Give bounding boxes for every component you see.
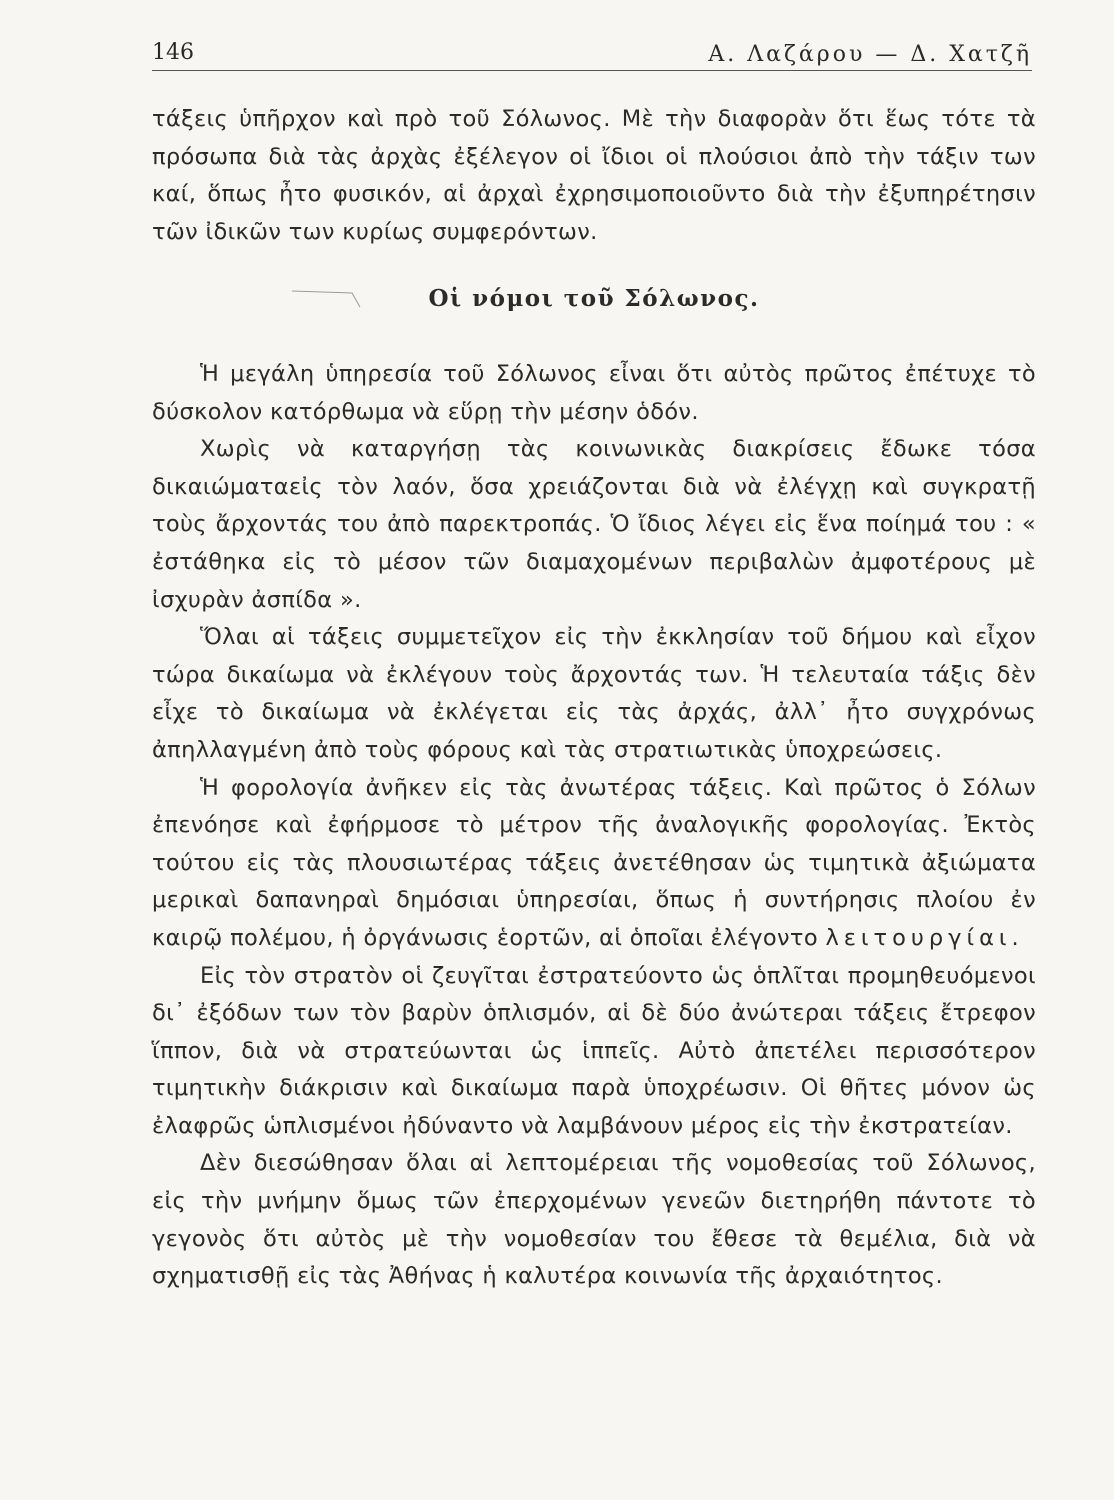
intro-text [152,101,1036,251]
body-paragraph: Εἰς τὸν στρατὸν οἱ ζευγῖται ἐστρατεύοντο ὡς ὁπλῖται προμηθευόμενοι δι᾽ ἐξόδων των τὸν βαρὺν ὁπλισμόν, αἱ δὲ δύο ἀνώτεραι τάξεις ἔτρεφον ἵππον, διὰ νὰ στρατεύωνται ὡς ἱππεῖς. Αὐτὸ ἀπετέλει περισσότερον τιμητικὴν διάκρισιν καὶ δικαίωμα παρὰ ὑποχρέωσιν. Οἱ θῆτες μόνον ὡς ἐλαφρῶς ὡπλισμένοι ἠδύναντο νὰ λαμβάνουν μέρος εἰς τὴν ἐκστρατείαν. [152,962,1036,1139]
section-body [152,356,1036,1296]
tax-paragraph-text: Ἡ φορολογία ἀνῆκεν εἰς τὰς ἀνωτέρας τάξεις. Καὶ πρῶτος ὁ Σόλων ἐπενόησε καὶ ἐφήρμοσε τὸ μέτρον τῆς ἀναλογικῆς φορολογίας. Ἐκτὸς τούτου εἰς τὰς πλουσιωτέρας τάξεις ἀνετέθησαν ὡς τιμητικὰ ἀξιώματα μερικαὶ δαπανηραὶ δημόσιαι ὑπηρεσίαι, ὅπως ἡ συντήρησις πλοίου ἐν καιρῷ πολέμου, ἡ ὀργάνωσις ἑορτῶν, αἱ ὁποῖαι ἐλέγοντο [152,774,1036,951]
body-paragraph: Χωρὶς νὰ καταργήσῃ τὰς κοινωνικὰς διακρίσεις ἔδωκε τόσα δικαιώματαεἰς τὸν λαόν, ὅσα χρειάζονται διὰ νὰ ἐλέγχῃ καὶ συγκρατῇ τοὺς ἄρχοντάς του ἀπὸ παρεκτροπάς. Ὁ ἴδιος λέγει εἰς ἕνα ποίημά του : « ἐστάθηκα εἰς τὸ μέσον τῶν διαμαχομένων περιβαλὼν ἀμφοτέρους μὲ ἰσχυρὰν ἀσπίδα ». [152,436,1036,613]
body-paragraph: Ὅλαι αἱ τάξεις συμμετεῖχον εἰς τὴν ἐκκλησίαν τοῦ δήμου καὶ εἶχον τώρα δικαίωμα νὰ ἐκλέγουν τοὺς ἄρχοντάς των. Ἡ τελευταία τάξις δὲν εἶχε τὸ δικαίωμα νὰ ἐκλέγεται εἰς τὰς ἀρχάς, ἀλλ᾽ ἦτο συγχρόνως ἀπηλλαγμένη ἀπὸ τοὺς φόρους καὶ τὰς στρατιωτικὰς ὑποχρεώσεις. [152,624,1036,763]
body-paragraph: Ἡ μεγάλη ὑπηρεσία τοῦ Σόλωνος εἶναι ὅτι αὐτὸς πρῶτος ἐπέτυχε τὸ δύσκολον κατόρθωμα νὰ εὕρῃ τὴν μέσην ὁδόν. [152,361,1036,425]
section-heading: Οἱ νόμοι τοῦ Σόλωνος. [428,285,760,312]
header-rule [152,70,1032,71]
page-header [152,40,1032,70]
tax-paragraph [152,770,1036,958]
emphasized-term: λειτουργίαι. [825,924,1024,951]
intro-paragraph: τάξεις ὑπῆρχον καὶ πρὸ τοῦ Σόλωνος. Μὲ τὴν διαφορὰν ὅτι ἕως τότε τὰ πρόσωπα διὰ τὰς ἀρχὰς ἐξέλεγον οἱ ἴδιοι οἱ πλούσιοι ἀπὸ τὴν τάξιν των καί, ὅπως ἦτο φυσικόν, αἱ ἀρχαὶ ἐχρησιμοποιοῦντο διὰ τὴν ἐξυπηρέτησιν τῶν ἰδικῶν των κυρίως συμφερόντων. [152,106,1036,245]
page-number: 146 [152,40,194,65]
body-paragraph: Δὲν διεσώθησαν ὅλαι αἱ λεπτομέρειαι τῆς νομοθεσίας τοῦ Σόλωνος, εἰς τὴν μνήμην ὅμως τῶν ἐπερχομένων γενεῶν διετηρήθη πάντοτε τὸ γεγονὸς ὅτι αὐτὸς μὲ τὴν νομοθεσίαν του ἔθεσε τὰ θεμέλια, διὰ νὰ σχηματισθῇ εἰς τὰς Ἀθήνας ἡ καλυτέρα κοινωνία τῆς ἀρχαιότητος. [152,1150,1036,1290]
running-head: Α. Λαζάρου — Δ. Χατζῆ [708,42,1032,67]
